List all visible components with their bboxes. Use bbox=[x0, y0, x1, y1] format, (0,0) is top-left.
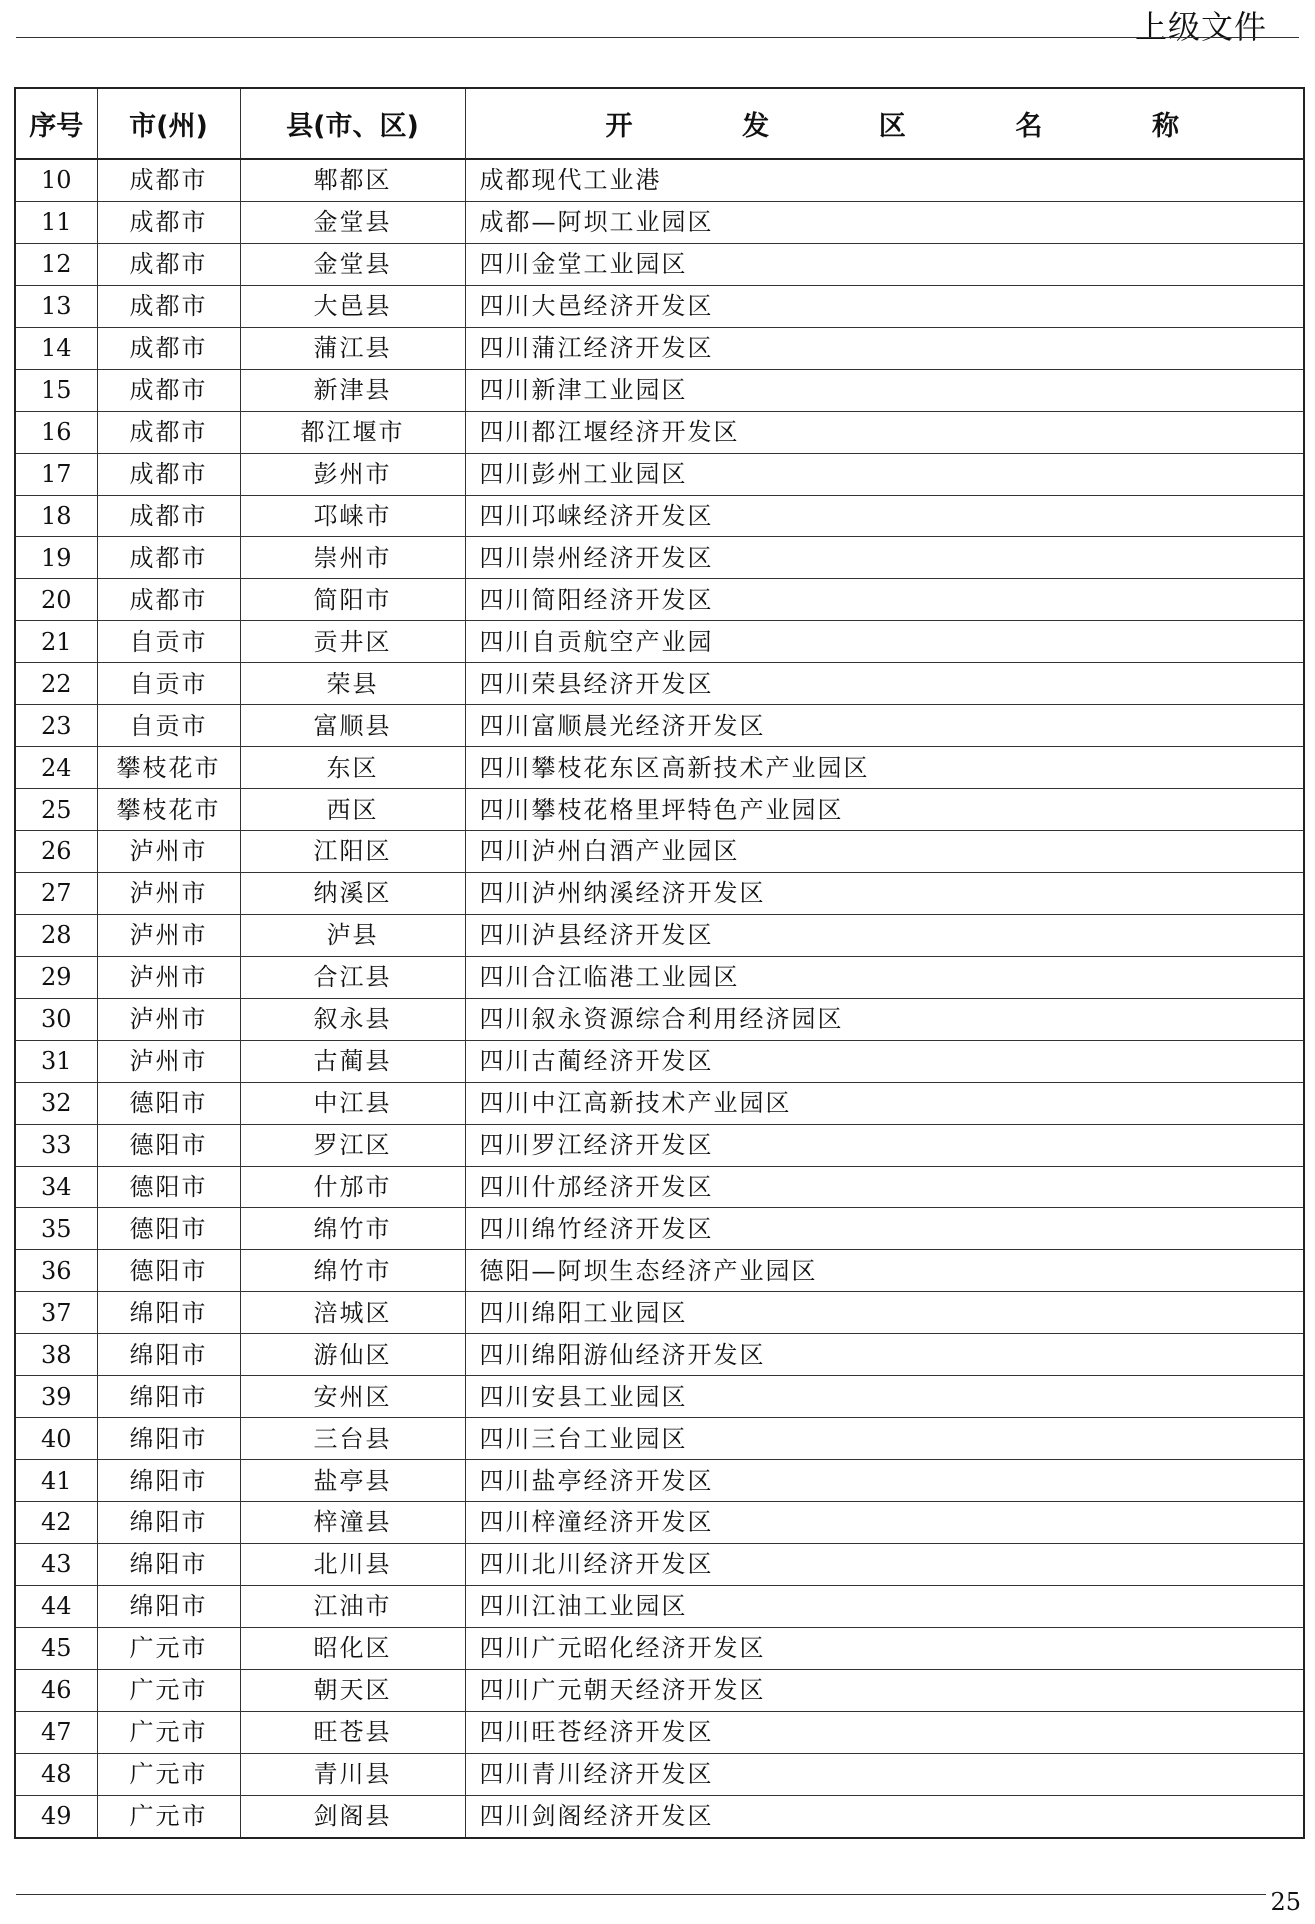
column-header-zone-name-char: 名 bbox=[1015, 111, 1043, 142]
cell-city: 成都市 bbox=[97, 369, 240, 411]
cell-no: 48 bbox=[15, 1753, 97, 1795]
table-row bbox=[15, 1460, 1304, 1502]
cell-zone-name: 四川富顺晨光经济开发区 bbox=[465, 705, 1304, 747]
cell-zone-name: 四川梓潼经济开发区 bbox=[465, 1502, 1304, 1544]
cell-county: 东区 bbox=[240, 747, 465, 789]
cell-no: 24 bbox=[15, 747, 97, 789]
cell-zone-name: 四川绵竹经济开发区 bbox=[465, 1208, 1304, 1250]
table-row bbox=[15, 1040, 1304, 1082]
cell-county: 绵竹市 bbox=[240, 1208, 465, 1250]
cell-county: 昭化区 bbox=[240, 1627, 465, 1669]
cell-zone-name: 四川简阳经济开发区 bbox=[465, 579, 1304, 621]
cell-no: 30 bbox=[15, 998, 97, 1040]
cell-zone-name: 四川新津工业园区 bbox=[465, 369, 1304, 411]
cell-city: 成都市 bbox=[97, 327, 240, 369]
table-row bbox=[15, 1753, 1304, 1795]
cell-no: 14 bbox=[15, 327, 97, 369]
cell-zone-name: 四川什邡经济开发区 bbox=[465, 1166, 1304, 1208]
cell-city: 成都市 bbox=[97, 453, 240, 495]
cell-city: 成都市 bbox=[97, 495, 240, 537]
cell-no: 18 bbox=[15, 495, 97, 537]
cell-city: 绵阳市 bbox=[97, 1334, 240, 1376]
cell-zone-name: 四川泸州白酒产业园区 bbox=[465, 831, 1304, 873]
cell-county: 江阳区 bbox=[240, 831, 465, 873]
cell-no: 32 bbox=[15, 1082, 97, 1124]
cell-county: 简阳市 bbox=[240, 579, 465, 621]
cell-zone-name: 四川古蔺经济开发区 bbox=[465, 1040, 1304, 1082]
cell-no: 29 bbox=[15, 956, 97, 998]
table-row bbox=[15, 411, 1304, 453]
cell-zone-name: 四川蒲江经济开发区 bbox=[465, 327, 1304, 369]
cell-city: 广元市 bbox=[97, 1711, 240, 1753]
table-row bbox=[15, 1250, 1304, 1292]
cell-zone-name: 四川安县工业园区 bbox=[465, 1376, 1304, 1418]
column-header-city: 市(州) bbox=[97, 88, 240, 159]
table-row bbox=[15, 914, 1304, 956]
cell-no: 16 bbox=[15, 411, 97, 453]
cell-county: 崇州市 bbox=[240, 537, 465, 579]
cell-no: 46 bbox=[15, 1669, 97, 1711]
cell-city: 攀枝花市 bbox=[97, 747, 240, 789]
cell-zone-name: 四川攀枝花格里坪特色产业园区 bbox=[465, 789, 1304, 831]
cell-city: 泸州市 bbox=[97, 998, 240, 1040]
cell-no: 36 bbox=[15, 1250, 97, 1292]
cell-city: 德阳市 bbox=[97, 1082, 240, 1124]
cell-city: 泸州市 bbox=[97, 831, 240, 873]
cell-no: 21 bbox=[15, 621, 97, 663]
cell-county: 中江县 bbox=[240, 1082, 465, 1124]
table-row bbox=[15, 1082, 1304, 1124]
cell-zone-name: 四川青川经济开发区 bbox=[465, 1753, 1304, 1795]
cell-county: 富顺县 bbox=[240, 705, 465, 747]
cell-city: 成都市 bbox=[97, 285, 240, 327]
table-header-row bbox=[15, 88, 1304, 159]
cell-county: 纳溪区 bbox=[240, 872, 465, 914]
cell-zone-name: 四川绵阳工业园区 bbox=[465, 1292, 1304, 1334]
table-row bbox=[15, 579, 1304, 621]
cell-county: 都江堰市 bbox=[240, 411, 465, 453]
cell-no: 38 bbox=[15, 1334, 97, 1376]
cell-county: 蒲江县 bbox=[240, 327, 465, 369]
table-row bbox=[15, 747, 1304, 789]
cell-city: 自贡市 bbox=[97, 621, 240, 663]
cell-zone-name: 四川大邑经济开发区 bbox=[465, 285, 1304, 327]
cell-zone-name: 德阳—阿坝生态经济产业园区 bbox=[465, 1250, 1304, 1292]
table-row bbox=[15, 369, 1304, 411]
cell-city: 泸州市 bbox=[97, 956, 240, 998]
cell-county: 朝天区 bbox=[240, 1669, 465, 1711]
cell-city: 自贡市 bbox=[97, 663, 240, 705]
cell-city: 绵阳市 bbox=[97, 1418, 240, 1460]
cell-zone-name: 四川江油工业园区 bbox=[465, 1585, 1304, 1627]
cell-no: 31 bbox=[15, 1040, 97, 1082]
cell-no: 33 bbox=[15, 1124, 97, 1166]
cell-zone-name: 四川剑阁经济开发区 bbox=[465, 1795, 1304, 1837]
cell-county: 荣县 bbox=[240, 663, 465, 705]
cell-city: 德阳市 bbox=[97, 1208, 240, 1250]
table-row bbox=[15, 1418, 1304, 1460]
cell-county: 金堂县 bbox=[240, 201, 465, 243]
table-row bbox=[15, 285, 1304, 327]
cell-county: 古蔺县 bbox=[240, 1040, 465, 1082]
footer-divider bbox=[16, 1894, 1279, 1895]
cell-zone-name: 成都现代工业港 bbox=[465, 159, 1304, 201]
cell-county: 西区 bbox=[240, 789, 465, 831]
table-row bbox=[15, 201, 1304, 243]
cell-no: 17 bbox=[15, 453, 97, 495]
table-row bbox=[15, 1124, 1304, 1166]
cell-city: 成都市 bbox=[97, 537, 240, 579]
cell-city: 绵阳市 bbox=[97, 1502, 240, 1544]
table-row bbox=[15, 956, 1304, 998]
cell-no: 39 bbox=[15, 1376, 97, 1418]
column-header-zone-name-char: 开 bbox=[605, 111, 633, 142]
cell-zone-name: 四川崇州经济开发区 bbox=[465, 537, 1304, 579]
table-row bbox=[15, 789, 1304, 831]
cell-zone-name: 成都—阿坝工业园区 bbox=[465, 201, 1304, 243]
cell-zone-name: 四川自贡航空产业园 bbox=[465, 621, 1304, 663]
cell-zone-name: 四川三台工业园区 bbox=[465, 1418, 1304, 1460]
table-row bbox=[15, 1585, 1304, 1627]
cell-county: 涪城区 bbox=[240, 1292, 465, 1334]
cell-zone-name: 四川绵阳游仙经济开发区 bbox=[465, 1334, 1304, 1376]
cell-no: 40 bbox=[15, 1418, 97, 1460]
page-number: 25 bbox=[1266, 1888, 1301, 1916]
cell-county: 游仙区 bbox=[240, 1334, 465, 1376]
cell-city: 成都市 bbox=[97, 411, 240, 453]
cell-city: 攀枝花市 bbox=[97, 789, 240, 831]
cell-county: 绵竹市 bbox=[240, 1250, 465, 1292]
cell-no: 37 bbox=[15, 1292, 97, 1334]
cell-zone-name: 四川罗江经济开发区 bbox=[465, 1124, 1304, 1166]
table-row bbox=[15, 1334, 1304, 1376]
cell-no: 34 bbox=[15, 1166, 97, 1208]
cell-no: 27 bbox=[15, 872, 97, 914]
cell-city: 绵阳市 bbox=[97, 1292, 240, 1334]
column-header-zone-name-char: 发 bbox=[742, 111, 770, 142]
table-row bbox=[15, 1166, 1304, 1208]
table-row bbox=[15, 1795, 1304, 1837]
table-row bbox=[15, 327, 1304, 369]
table-row bbox=[15, 1292, 1304, 1334]
cell-county: 金堂县 bbox=[240, 243, 465, 285]
column-header-county: 县(市、区) bbox=[240, 88, 465, 159]
cell-no: 42 bbox=[15, 1502, 97, 1544]
table-row bbox=[15, 621, 1304, 663]
cell-no: 13 bbox=[15, 285, 97, 327]
cell-no: 23 bbox=[15, 705, 97, 747]
cell-no: 10 bbox=[15, 159, 97, 201]
cell-county: 彭州市 bbox=[240, 453, 465, 495]
cell-zone-name: 四川旺苍经济开发区 bbox=[465, 1711, 1304, 1753]
cell-no: 28 bbox=[15, 914, 97, 956]
development-zone-table bbox=[14, 87, 1305, 1839]
cell-county: 邛崃市 bbox=[240, 495, 465, 537]
cell-county: 大邑县 bbox=[240, 285, 465, 327]
cell-city: 德阳市 bbox=[97, 1166, 240, 1208]
cell-no: 43 bbox=[15, 1543, 97, 1585]
cell-zone-name: 四川中江高新技术产业园区 bbox=[465, 1082, 1304, 1124]
cell-zone-name: 四川广元昭化经济开发区 bbox=[465, 1627, 1304, 1669]
column-header-no: 序号 bbox=[15, 88, 97, 159]
table-row bbox=[15, 1208, 1304, 1250]
cell-county: 江油市 bbox=[240, 1585, 465, 1627]
table-row bbox=[15, 705, 1304, 747]
cell-zone-name: 四川广元朝天经济开发区 bbox=[465, 1669, 1304, 1711]
cell-county: 安州区 bbox=[240, 1376, 465, 1418]
table-row bbox=[15, 1502, 1304, 1544]
cell-zone-name: 四川盐亭经济开发区 bbox=[465, 1460, 1304, 1502]
cell-no: 49 bbox=[15, 1795, 97, 1837]
cell-no: 12 bbox=[15, 243, 97, 285]
cell-county: 罗江区 bbox=[240, 1124, 465, 1166]
cell-county: 郫都区 bbox=[240, 159, 465, 201]
cell-no: 35 bbox=[15, 1208, 97, 1250]
table-row bbox=[15, 453, 1304, 495]
table-body bbox=[15, 159, 1304, 1838]
cell-no: 47 bbox=[15, 1711, 97, 1753]
table-row bbox=[15, 1711, 1304, 1753]
cell-city: 绵阳市 bbox=[97, 1585, 240, 1627]
table-row bbox=[15, 495, 1304, 537]
cell-city: 广元市 bbox=[97, 1627, 240, 1669]
cell-city: 成都市 bbox=[97, 243, 240, 285]
cell-city: 泸州市 bbox=[97, 872, 240, 914]
cell-city: 广元市 bbox=[97, 1669, 240, 1711]
table-row bbox=[15, 243, 1304, 285]
cell-county: 北川县 bbox=[240, 1543, 465, 1585]
column-header-zone-name-char: 区 bbox=[878, 111, 906, 142]
cell-city: 成都市 bbox=[97, 159, 240, 201]
cell-no: 26 bbox=[15, 831, 97, 873]
cell-zone-name: 四川北川经济开发区 bbox=[465, 1543, 1304, 1585]
cell-no: 15 bbox=[15, 369, 97, 411]
cell-county: 泸县 bbox=[240, 914, 465, 956]
table-row bbox=[15, 998, 1304, 1040]
table-row bbox=[15, 663, 1304, 705]
cell-zone-name: 四川泸州纳溪经济开发区 bbox=[465, 872, 1304, 914]
cell-city: 泸州市 bbox=[97, 914, 240, 956]
cell-zone-name: 四川攀枝花东区高新技术产业园区 bbox=[465, 747, 1304, 789]
cell-city: 绵阳市 bbox=[97, 1376, 240, 1418]
cell-county: 旺苍县 bbox=[240, 1711, 465, 1753]
cell-no: 41 bbox=[15, 1460, 97, 1502]
cell-no: 45 bbox=[15, 1627, 97, 1669]
cell-city: 成都市 bbox=[97, 579, 240, 621]
cell-zone-name: 四川都江堰经济开发区 bbox=[465, 411, 1304, 453]
cell-county: 什邡市 bbox=[240, 1166, 465, 1208]
cell-zone-name: 四川泸县经济开发区 bbox=[465, 914, 1304, 956]
cell-county: 合江县 bbox=[240, 956, 465, 998]
cell-no: 25 bbox=[15, 789, 97, 831]
cell-city: 成都市 bbox=[97, 201, 240, 243]
table-row bbox=[15, 1376, 1304, 1418]
cell-zone-name: 四川叙永资源综合利用经济园区 bbox=[465, 998, 1304, 1040]
cell-county: 青川县 bbox=[240, 1753, 465, 1795]
column-header-zone-name bbox=[465, 88, 1304, 159]
cell-county: 叙永县 bbox=[240, 998, 465, 1040]
cell-no: 20 bbox=[15, 579, 97, 621]
cell-city: 绵阳市 bbox=[97, 1543, 240, 1585]
cell-zone-name: 四川合江临港工业园区 bbox=[465, 956, 1304, 998]
cell-county: 盐亭县 bbox=[240, 1460, 465, 1502]
cell-no: 44 bbox=[15, 1585, 97, 1627]
cell-zone-name: 四川金堂工业园区 bbox=[465, 243, 1304, 285]
table-row bbox=[15, 1627, 1304, 1669]
table-row bbox=[15, 872, 1304, 914]
cell-no: 22 bbox=[15, 663, 97, 705]
cell-county: 三台县 bbox=[240, 1418, 465, 1460]
cell-zone-name: 四川邛崃经济开发区 bbox=[465, 495, 1304, 537]
cell-city: 广元市 bbox=[97, 1753, 240, 1795]
header-divider bbox=[16, 37, 1299, 38]
cell-city: 广元市 bbox=[97, 1795, 240, 1837]
cell-county: 梓潼县 bbox=[240, 1502, 465, 1544]
cell-county: 贡井区 bbox=[240, 621, 465, 663]
cell-city: 自贡市 bbox=[97, 705, 240, 747]
table-row bbox=[15, 1669, 1304, 1711]
column-header-zone-name-char: 称 bbox=[1152, 111, 1179, 142]
cell-city: 德阳市 bbox=[97, 1124, 240, 1166]
cell-zone-name: 四川荣县经济开发区 bbox=[465, 663, 1304, 705]
cell-zone-name: 四川彭州工业园区 bbox=[465, 453, 1304, 495]
table-row bbox=[15, 831, 1304, 873]
cell-no: 19 bbox=[15, 537, 97, 579]
cell-city: 德阳市 bbox=[97, 1250, 240, 1292]
cell-no: 11 bbox=[15, 201, 97, 243]
page-header-title: 上级文件 bbox=[1134, 8, 1267, 46]
cell-county: 新津县 bbox=[240, 369, 465, 411]
cell-county: 剑阁县 bbox=[240, 1795, 465, 1837]
table-row bbox=[15, 1543, 1304, 1585]
table-row bbox=[15, 159, 1304, 201]
cell-city: 泸州市 bbox=[97, 1040, 240, 1082]
table-row bbox=[15, 537, 1304, 579]
cell-city: 绵阳市 bbox=[97, 1460, 240, 1502]
